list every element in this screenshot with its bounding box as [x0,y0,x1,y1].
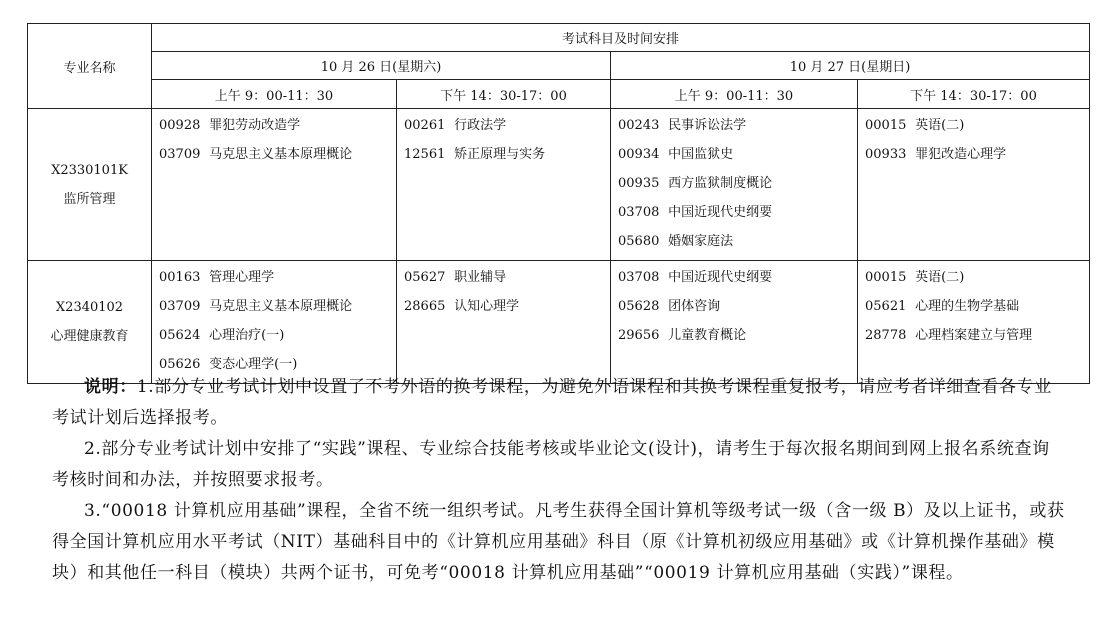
course-entry [404,294,610,323]
course-code: 28778 [865,328,907,343]
major-name: 监所管理 [63,191,116,207]
course-name: 罪犯劳动改造学 [209,118,301,133]
course-code: 00243 [618,118,660,133]
note-text: 2.部分专业考试计划中安排了“实践”课程、专业综合技能考核或毕业论文(设计)，请考生于每次报名期间到网上报名系统查询考核时间和办法，并按照要求报考。 [52,439,1050,490]
course-name: 英语(二) [915,270,965,285]
course-code: 00928 [159,118,201,133]
course-code: 05627 [404,270,446,285]
course-entry [618,171,857,200]
course-entry [404,265,610,294]
course-entry [618,200,857,229]
course-cell [397,261,611,384]
course-name: 心理档案建立与管理 [915,328,1033,343]
course-entry [618,229,857,258]
exam-schedule-table [27,23,1090,384]
course-name: 行政法学 [454,118,507,133]
course-entry [618,113,857,142]
course-entry [618,142,857,171]
course-name: 马克思主义基本原理概论 [209,299,353,314]
course-name: 中国近现代史纲要 [668,205,773,220]
course-name: 变态心理学(一) [209,357,298,372]
course-code: 03708 [618,205,660,220]
course-code: 05628 [618,299,660,314]
major-code: X2340102 [55,300,124,315]
header-session-1: 上午 9：00-11：30 [152,80,397,109]
course-code: 00015 [865,118,907,133]
course-code: 12561 [404,147,446,162]
notes-section [52,372,1067,589]
course-code: 00933 [865,147,907,162]
course-entry [159,142,396,171]
course-name: 中国监狱史 [668,147,734,162]
course-entry [159,113,396,142]
course-code: 03708 [618,270,660,285]
course-name: 罪犯改造心理学 [915,147,1007,162]
course-cell [611,109,858,261]
course-code: 05624 [159,328,201,343]
course-code: 00935 [618,176,660,191]
course-entry [865,113,1089,142]
course-entry [404,113,610,142]
major-name: 心理健康教育 [50,329,129,344]
course-name: 管理心理学 [209,270,275,285]
course-name: 民事诉讼法学 [668,118,747,133]
table-row [28,261,1090,384]
course-entry [865,265,1089,294]
course-entry [159,265,396,294]
course-name: 中国近现代史纲要 [668,270,773,285]
note-item [52,434,1067,496]
major-code: X2330101K [51,162,128,178]
course-cell [397,109,611,261]
course-cell [152,261,397,384]
course-name: 心理治疗(一) [209,328,285,343]
note-text: 3.“00018 计算机应用基础”课程，全省不统一组织考试。凡考生获得全国计算机等级考试一级（含一级 B）及以上证书，或获得全国计算机应用水平考试（NIT）基础科目中的《计算机应用基础》科目（原《计算机初级应用基础》或《计算机操作基础》模块）和其他任一科目（模块）共两个证书，可免考“00018 计算机应用基础”“00019 计算机应用基础（实践）”课程。 [52,501,1065,583]
course-code: 29656 [618,328,660,343]
course-code: 03709 [159,147,201,162]
major-cell [28,109,152,261]
header-schedule: 考试科目及时间安排 [152,24,1090,52]
course-code: 00015 [865,270,907,285]
header-day-2: 10 月 27 日(星期日) [611,52,1090,80]
course-name: 心理的生物学基础 [915,299,1020,314]
course-cell [152,109,397,261]
header-session-3: 上午 9：00-11：30 [611,80,858,109]
course-name: 婚姻家庭法 [668,234,734,249]
table-row [28,109,1090,261]
course-code: 00934 [618,147,660,162]
course-entry [865,142,1089,171]
header-day-1: 10 月 26 日(星期六) [152,52,611,80]
course-name: 西方监狱制度概论 [668,176,773,191]
header-session-2: 下午 14：30-17：00 [397,80,611,109]
course-entry [865,294,1089,323]
course-name: 团体咨询 [668,299,721,314]
note-item [52,372,1067,434]
course-name: 英语(二) [915,118,965,133]
header-session-4: 下午 14：30-17：00 [858,80,1090,109]
course-code: 05626 [159,357,201,372]
course-name: 职业辅导 [454,270,507,285]
course-entry [404,142,610,171]
course-code: 05621 [865,299,907,314]
course-entry [159,323,396,352]
course-code: 00261 [404,118,446,133]
course-cell [858,109,1090,261]
course-entry [159,294,396,323]
course-code: 28665 [404,299,446,314]
course-name: 马克思主义基本原理概论 [209,147,353,162]
note-item [52,496,1067,589]
major-cell [28,261,152,384]
course-name: 认知心理学 [454,299,520,314]
course-entry [618,294,857,323]
note-text: 1.部分专业考试计划中设置了不考外语的换考课程，为避免外语课程和其换考课程重复报考，请应考者详细查看各专业考试计划后选择报考。 [52,377,1052,428]
note-label: 说明： [84,377,137,397]
course-entry [618,323,857,352]
course-cell [611,261,858,384]
header-major: 专业名称 [28,24,152,109]
course-code: 03709 [159,299,201,314]
course-entry [618,265,857,294]
course-cell [858,261,1090,384]
course-code: 05680 [618,234,660,249]
course-entry [865,323,1089,352]
course-name: 矫正原理与实务 [454,147,546,162]
course-code: 00163 [159,270,201,285]
course-name: 儿童教育概论 [668,328,747,343]
